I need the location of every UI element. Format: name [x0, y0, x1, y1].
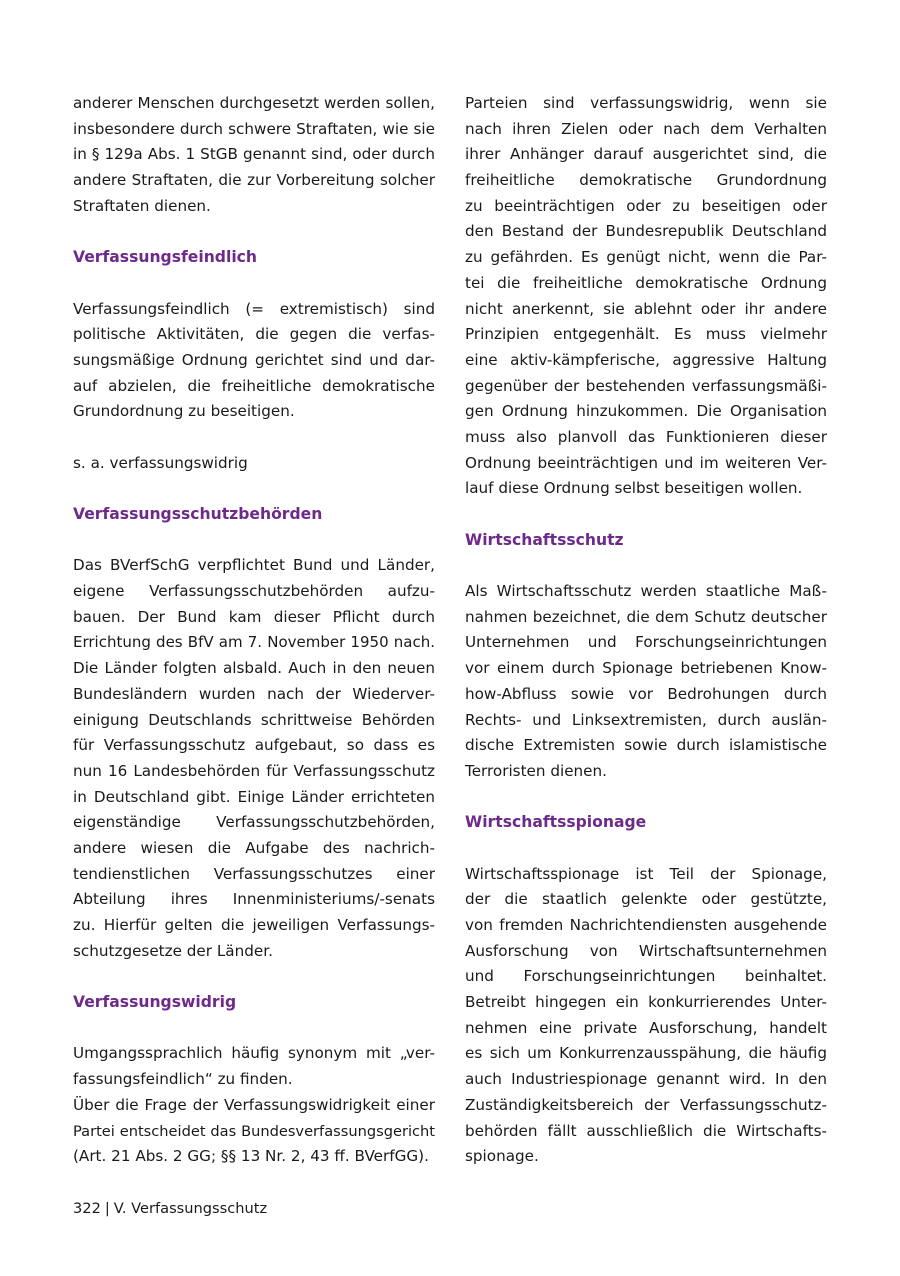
text-line: fassungsfeindlich“ zu finden.: [73, 1070, 293, 1089]
text-line: nach ihren Zielen oder nach dem Verhalten: [465, 119, 827, 138]
paragraph-wirtschaftsschutz: [465, 579, 827, 785]
text-line: in Deutschland gibt. Einige Länder errichteten: [73, 787, 435, 806]
chapter-title: V. Verfassungsschutz: [113, 1200, 268, 1217]
section-heading-wirtschaftsschutz: Wirtschaftsschutz: [465, 530, 624, 549]
text-line: bauen. Der Bund kam dieser Pflicht durch: [73, 607, 435, 626]
text-line: Verfassungsfeindlich (= extremistisch) sind: [73, 299, 435, 318]
text-line: Als Wirtschaftsschutz werden staatliche Maß-: [465, 582, 827, 601]
text-line: der die staatlich gelenkte oder gestützte,: [465, 890, 827, 909]
text-line: Zuständigkeitsbereich der Verfassungsschutz-: [465, 1095, 827, 1114]
text-line: anderer Menschen durchgesetzt werden sollen,: [73, 94, 435, 112]
text-line: nicht anerkennt, sie ablehnt oder ihr andere: [465, 299, 827, 318]
text-line: nehmen eine private Ausforschung, handelt: [465, 1018, 827, 1037]
text-line: Grundordnung zu beseitigen.: [73, 402, 295, 421]
footer-separator: |: [104, 1200, 110, 1217]
text-line: Errichtung des BfV am 7. November 1950 nach.: [73, 633, 435, 652]
section-heading-verfassungsschutzbehoerden: Verfassungsschutzbehörden: [73, 505, 323, 523]
right-column: [465, 91, 827, 1170]
text-line: andere Straftaten, die zur Vorbereitung solcher: [73, 171, 435, 190]
text-line: Umgangssprachlich häufig synonym mit „ver-: [73, 1044, 435, 1063]
text-line: nahmen bezeichnet, die dem Schutz deutscher: [465, 607, 827, 626]
text-line: lauf diese Ordnung selbst beseitigen wollen.: [465, 479, 803, 498]
text-line: auf abzielen, die freiheitliche demokratische: [73, 376, 435, 395]
text-line: einigung Deutschlands schrittweise Behörden: [73, 710, 435, 729]
paragraph-wirtschaftsspionage: [465, 862, 827, 1170]
text-line: Abteilung ihres Innenministeriums/-senats: [73, 890, 435, 909]
text-line: Unternehmen und Forschungseinrichtungen: [465, 633, 827, 652]
text-line: für Verfassungsschutz aufgebaut, so dass es: [73, 736, 435, 755]
text-line: sungsmäßige Ordnung gerichtet sind und dar-: [73, 350, 435, 369]
paragraph-verfassungsfeindlich: [73, 297, 435, 425]
text-line: zu gefährden. Es genügt nicht, wenn die Par-: [465, 248, 827, 267]
text-line: Die Länder folgten alsbald. Auch in den neuen: [73, 659, 435, 678]
text-line: Das BVerfSchG verpflichtet Bund und Länder,: [73, 556, 435, 575]
text-line: auch Industriespionage genannt wird. In den: [465, 1070, 827, 1089]
text-line: Parteien sind verfassungswidrig, wenn sie: [465, 94, 827, 112]
text-line: es sich um Konkurrenzausspähung, die häufig: [465, 1044, 827, 1063]
text-line: Rechts- und Linksextremisten, durch auslän-: [465, 710, 827, 729]
text-line: spionage.: [465, 1147, 539, 1166]
text-line: Wirtschaftsspionage ist Teil der Spionage,: [465, 864, 827, 883]
see-also-reference: s. a. verfassungswidrig: [73, 453, 248, 472]
section-heading-verfassungsfeindlich: Verfassungsfeindlich: [73, 248, 258, 267]
text-line: andere wiesen die Aufgabe des nachrich-: [73, 838, 435, 857]
text-line: Straftaten dienen.: [73, 196, 211, 215]
continuation-paragraph: [73, 91, 435, 219]
text-line: dische Extremisten sowie durch islamistische: [465, 736, 827, 755]
text-line: tei die freiheitliche demokratische Ordnung: [465, 273, 827, 292]
section-heading-verfassungswidrig: Verfassungswidrig: [73, 993, 237, 1012]
text-line: Betreibt hingegen ein konkurrierendes Unter-: [465, 993, 827, 1012]
text-line: Über die Frage der Verfassungswidrigkeit einer: [73, 1095, 435, 1114]
text-line: gen Ordnung hinzukommen. Die Organisation: [465, 402, 827, 421]
text-line: eigenständige Verfassungsschutzbehörden,: [73, 813, 435, 832]
text-line: Ordnung beeinträchtigen und im weiteren Ver-: [465, 453, 827, 472]
text-line: von fremden Nachrichtendiensten ausgehende: [465, 916, 827, 934]
paragraph-verfassungswidrig: [73, 1041, 435, 1169]
text-line: zu. Hierfür gelten die jeweiligen Verfassungs-: [73, 916, 435, 934]
text-line: Ausforschung von Wirtschaftsunternehmen: [465, 941, 827, 960]
text-line: behörden fällt ausschließlich die Wirtschafts-: [465, 1121, 827, 1140]
text-line: insbesondere durch schwere Straftaten, wie sie: [73, 119, 435, 138]
section-heading-wirtschaftsspionage: Wirtschaftsspionage: [465, 813, 647, 832]
text-line: und Forschungseinrichtungen beinhaltet.: [465, 967, 827, 986]
text-line: den Bestand der Bundesrepublik Deutschland: [465, 222, 827, 241]
text-line: freiheitliche demokratische Grundordnung: [465, 171, 827, 190]
paragraph-verfassungsschutzbehoerden: [73, 553, 435, 964]
text-line: nun 16 Landesbehörden für Verfassungsschutz: [73, 761, 435, 780]
text-line: gegenüber der bestehenden verfassungsmäßi-: [465, 376, 827, 395]
text-line: (Art. 21 Abs. 2 GG; §§ 13 Nr. 2, 43 ff. BVerfGG).: [73, 1147, 429, 1166]
text-line: Partei entscheidet das Bundesverfassungsgericht: [73, 1122, 435, 1140]
text-line: zu beeinträchtigen oder zu beseitigen oder: [465, 196, 827, 215]
text-line: Terroristen dienen.: [465, 761, 607, 780]
paragraph-verfassungswidrig-continued: [465, 91, 827, 502]
text-line: Bundesländern wurden nach der Wiederver-: [73, 684, 435, 703]
text-line: politische Aktivitäten, die gegen die verfas-: [73, 325, 435, 344]
text-line: Prinzipien entgegenhält. Es muss vielmehr: [465, 325, 827, 344]
text-line: in § 129a Abs. 1 StGB genannt sind, oder durch: [73, 145, 435, 164]
left-column: [73, 91, 435, 1170]
text-line: tendienstlichen Verfassungsschutzes einer: [73, 864, 435, 883]
text-line: schutzgesetze der Länder.: [73, 941, 273, 960]
text-line: how-Abfluss sowie vor Bedrohungen durch: [465, 684, 827, 703]
text-line: eigene Verfassungsschutzbehörden aufzu-: [73, 582, 435, 601]
text-line: vor einem durch Spionage betriebenen Know-: [465, 659, 827, 678]
text-line: ihrer Anhänger darauf ausgerichtet sind, die: [465, 145, 827, 164]
page-number: 322: [73, 1200, 101, 1217]
text-line: eine aktiv-kämpferische, aggressive Haltung: [465, 350, 827, 369]
text-line: muss also planvoll das Funktionieren dieser: [465, 427, 827, 446]
page-footer: [73, 1196, 267, 1221]
